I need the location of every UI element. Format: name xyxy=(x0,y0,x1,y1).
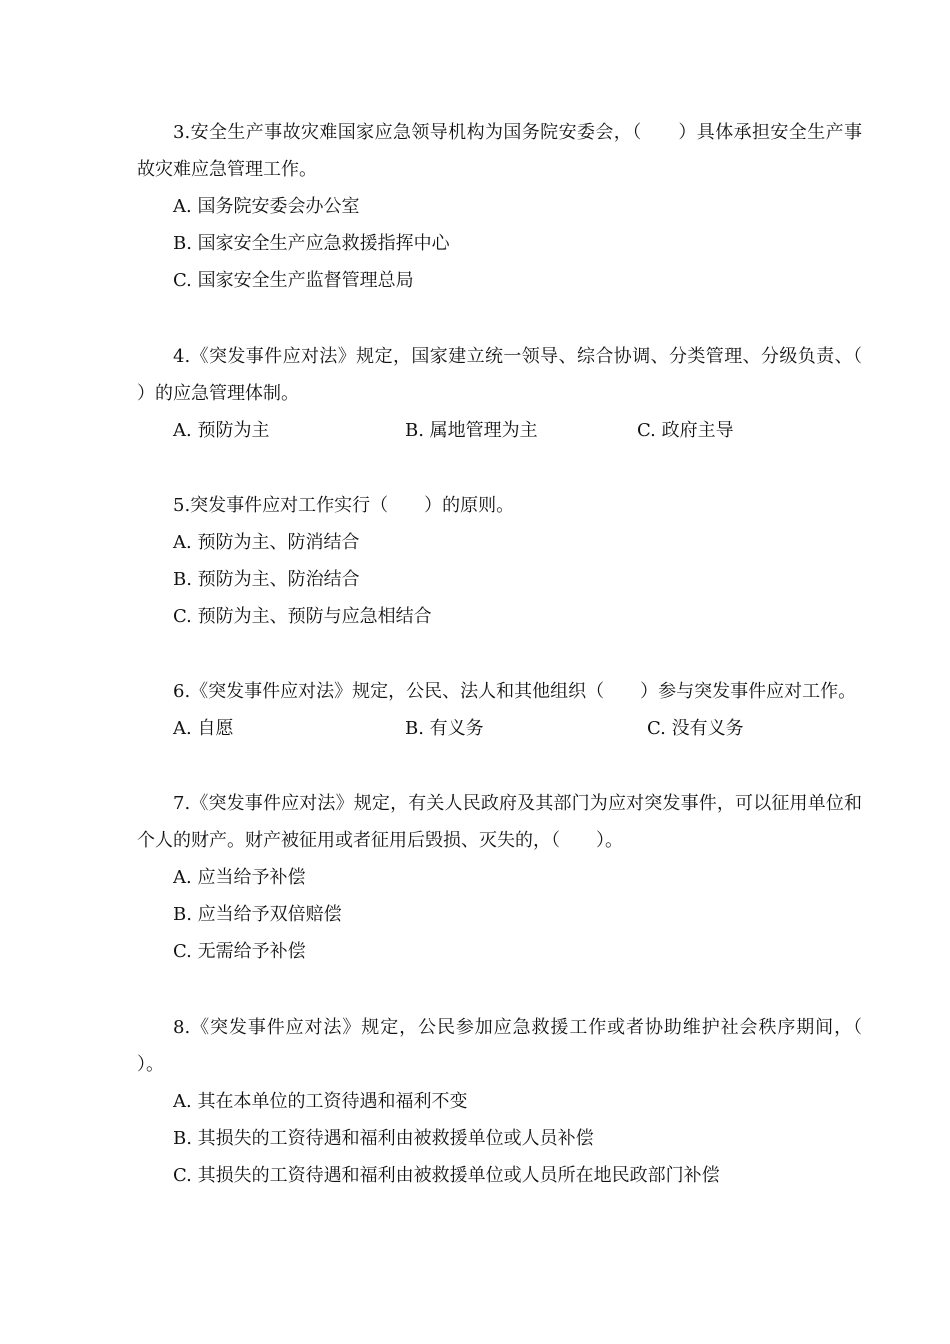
question-stem: 3.安全生产事故灾难国家应急领导机构为国务院安委会，（ ）具体承担安全生产事故灾难应急管理工作。 xyxy=(137,122,862,180)
option-b: B. 国家安全生产应急救援指挥中心 xyxy=(173,233,450,254)
options-row xyxy=(137,412,862,449)
question-4 xyxy=(137,338,898,449)
question-6 xyxy=(137,673,862,747)
option-c: C. 没有义务 xyxy=(647,718,744,739)
option-b: B. 属地管理为主 xyxy=(405,420,538,441)
option-a: A. 自愿 xyxy=(173,718,234,739)
option-c: C. 国家安全生产监督管理总局 xyxy=(173,270,414,291)
option-a: A. 预防为主、防消结合 xyxy=(173,532,360,553)
option-c: C. 其损失的工资待遇和福利由被救援单位或人员所在地民政部门补偿 xyxy=(173,1165,720,1186)
option-b: B. 应当给予双倍赔偿 xyxy=(173,904,342,925)
option-b: B. 其损失的工资待遇和福利由被救援单位或人员补偿 xyxy=(173,1128,594,1149)
options-row xyxy=(137,710,862,747)
option-c: C. 政府主导 xyxy=(637,420,734,441)
option-c: C. 无需给予补偿 xyxy=(173,941,306,962)
option-a: A. 应当给予补偿 xyxy=(173,867,306,888)
question-7 xyxy=(137,785,862,970)
option-a: A. 预防为主 xyxy=(173,420,270,441)
question-stem: 4.《突发事件应对法》规定，国家建立统一领导、综合协调、分类管理、分级负责、（ ）的应急管理体制。 xyxy=(137,346,898,404)
question-8 xyxy=(137,1009,898,1194)
question-3 xyxy=(137,114,862,299)
option-c: C. 预防为主、预防与应急相结合 xyxy=(173,606,432,627)
option-b: B. 有义务 xyxy=(405,718,484,739)
option-b: B. 预防为主、防治结合 xyxy=(173,569,360,590)
question-stem: 8.《突发事件应对法》规定，公民参加应急救援工作或者协助维护社会秩序期间，（ ）。 xyxy=(137,1017,898,1075)
question-5 xyxy=(137,487,862,635)
option-a: A. 其在本单位的工资待遇和福利不变 xyxy=(173,1091,468,1112)
question-stem: 7.《突发事件应对法》规定，有关人民政府及其部门为应对突发事件，可以征用单位和个人的财产。财产被征用或者征用后毁损、灭失的，（ ）。 xyxy=(137,793,862,851)
question-stem: 6.《突发事件应对法》规定，公民、法人和其他组织（ ）参与突发事件应对工作。 xyxy=(173,681,857,702)
question-stem: 5.突发事件应对工作实行（ ）的原则。 xyxy=(173,495,515,516)
option-a: A. 国务院安委会办公室 xyxy=(173,196,360,217)
